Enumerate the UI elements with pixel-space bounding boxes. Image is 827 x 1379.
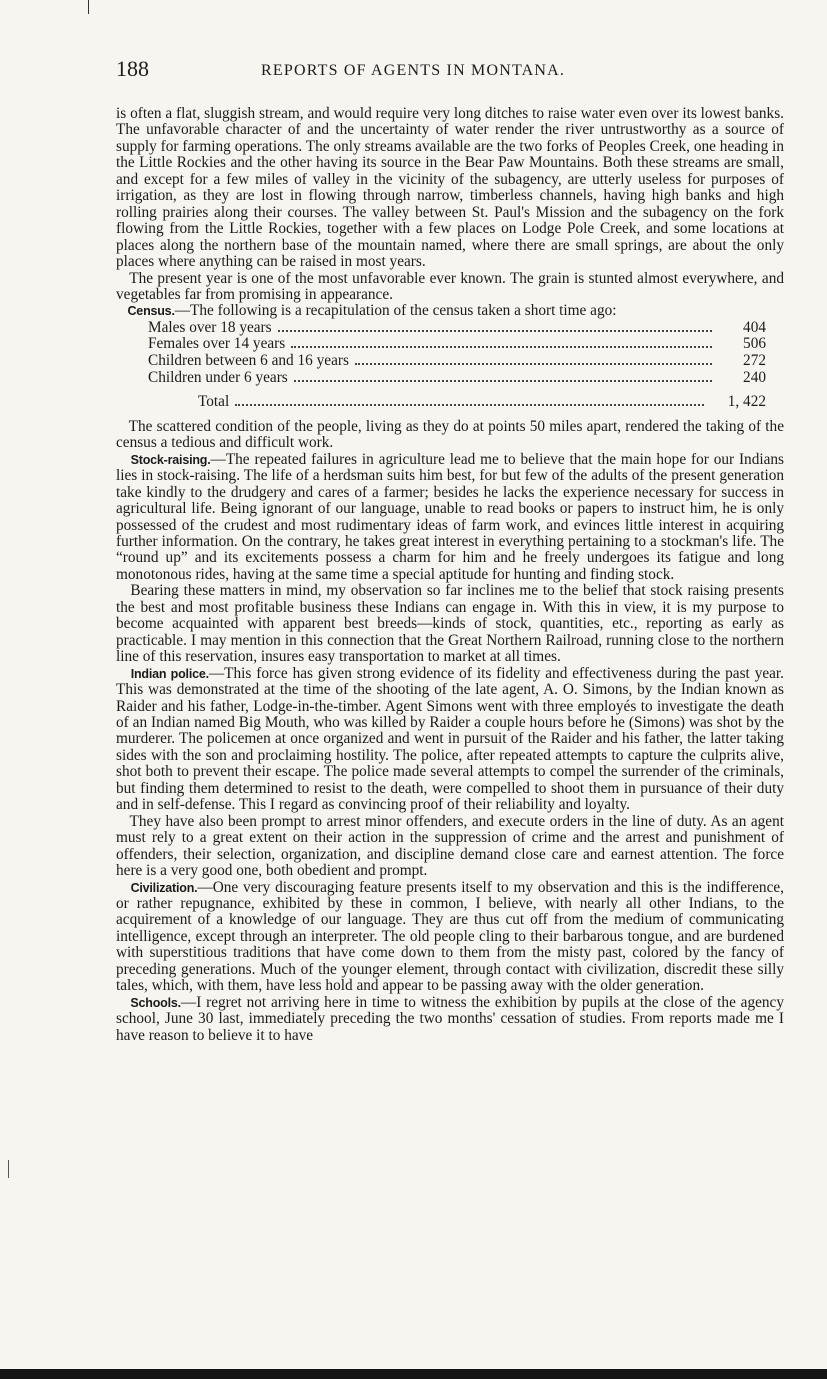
scan-margin-mark <box>8 1160 9 1178</box>
census-value: 404 <box>743 318 766 336</box>
paragraph-indian-police <box>116 666 784 814</box>
bearing-text: Bearing these matters in mind, my observation so far inclines me to the belief that stock raising presents the best and most profitable business these Indians can engage in. With this in view, it is my purpose to become acquainted with apparent best breeds—kinds of stock, quantities, etc., reporting as early as practicable. I may mention in this connection that the Great Northern Railroad, running close to the northern line of this reservation, insures easy transportation to market at all times. <box>116 582 784 666</box>
census-total-value: 1, 422 <box>727 393 766 411</box>
stock-raising-heading: Stock-raising. <box>130 452 211 467</box>
leader-dots <box>294 379 712 382</box>
indian-police-text: —This force has given strong evidence of its fidelity and effectiveness during the past year. This was demonstrated at the time of the shooting of the late agent, A. O. Simons, by the Indian known as Raider and his father, Lodge-in-the-timber. Agent Simons went with three employés to investigate the death of an Indian named Big Mouth, who was killed by Raider a couple hours before he (Simons) was shot by the murderer. The policemen at once organized and went in pursuit of the Raider and his father, the latter taking sides with the son and proclaiming hostility. The police, after repeated attempts to capture the culprits alive, shot both to prevent their escape. The police made several attempts to compel the surrender of the criminals, but finding them determined to resist to the death, were compelled to shoot them in pursuance of their duty and in self-defense. This I regard as convincing proof of their reliability and loyalty. <box>116 664 784 814</box>
census-value: 240 <box>743 368 766 386</box>
civilization-heading: Civilization. <box>130 880 198 895</box>
running-head: REPORTS OF AGENTS IN MONTANA. <box>261 62 566 79</box>
prompt-text: They have also been prompt to arrest minor offenders, and execute orders in the line of duty. As an agent must rely to a great extent on their action in the suppression of crime and the arrest and punishment of offenders, their selection, organization, and discipline demand close care and earnest attention. The force here is a very good one, both obedient and prompt. <box>116 812 784 880</box>
paragraph-irrigation: is often a flat, sluggish stream, and would require very long ditches to raise water even over its lowest banks. The unfavorable character of and the uncertainty of water render the river untrustworthy as a source of supply for farming operations. The only streams available are the two forks of Peoples Creek, one heading in the Little Rockies and the other having its source in the Bear Paw Mountains. Both these streams are small, and except for a few miles of valley in the vicinity of the subagency, are utterly useless for purposes of irrigation, as they are lost in flowing through narrow, timberless channels, having high banks and high rolling prairies along their courses. The valley between St. Paul's Mission and the subagency on the fork flowing from the Little Rockies, together with a few places on Lodge Pole Creek, and some locations at places along the northern base of the mountain named, where there are small springs, are about the only places where anything can be raised in most years. <box>116 105 784 271</box>
scan-edge-mark <box>88 0 89 14</box>
schools-heading: Schools. <box>130 995 181 1010</box>
present-year-text: The present year is one of the most unfavorable ever known. The grain is stunted almost everywhere, and vegetables far from promising in appearance. <box>116 269 784 303</box>
census-label: Females over 14 years <box>148 335 286 353</box>
scattered-text: The scattered condition of the people, living as they do at points 50 miles apart, rendered the taking of the census a tedious and difficult work. <box>116 417 784 452</box>
page-header <box>116 56 784 88</box>
leader-dots <box>355 362 712 365</box>
census-value: 506 <box>743 335 766 353</box>
census-intro-text: —The following is a recapitulation of the census taken a short time ago: <box>174 302 617 320</box>
census-row <box>148 336 766 353</box>
paragraph-stock-raising <box>116 452 784 584</box>
census-label: Males over 18 years <box>148 318 272 336</box>
census-row <box>148 320 766 337</box>
paragraph-bearing <box>116 583 784 665</box>
leader-dots <box>278 329 712 332</box>
stock-raising-text: —The repeated failures in agriculture lead me to believe that the main hope for our Indians lies in stock-raising. The life of a herdsman suits him best, for but few of the adults of the present generation take kindly to the drudgery and cares of a farmer; besides he lacks the experience necessary for success in agricultural life. Being ignorant of our language, unable to read books or papers to instruct him, he is only possessed of the crudest and most rudimentary ideas of farm work, and evinces little interest in acquiring further information. On the contrary, he takes great interest in everything pertaining to a stockman's life. The “round up” and its excitements possess a charm for him and he freely undergoes its fatigue and long monotonous rides, having at the same time a special aptitude for hunting and finding stock. <box>116 450 784 583</box>
census-heading: Census. <box>127 304 175 319</box>
page-number: 188 <box>116 56 149 81</box>
leader-dots <box>235 403 704 406</box>
census-label: Children under 6 years <box>148 368 288 386</box>
census-total-label: Total <box>198 393 230 411</box>
paragraph-census-intro <box>116 303 784 319</box>
census-row <box>148 353 766 370</box>
census-table <box>148 320 766 386</box>
paragraph-prompt <box>116 814 784 880</box>
paragraph-schools <box>116 995 784 1044</box>
leader-dots <box>291 345 712 348</box>
paragraph-civilization <box>116 880 784 995</box>
schools-text: —I regret not arriving here in time to witness the exhibition by pupils at the close of the agency school, June 30 last, immediately preceding the two months' cessation of studies. From reports made me I have reason to believe it to have <box>116 993 784 1044</box>
census-total-row <box>198 394 766 411</box>
census-value: 272 <box>743 352 766 370</box>
body-text <box>116 106 784 1044</box>
paragraph-scattered <box>116 419 784 452</box>
census-row <box>148 370 766 387</box>
civilization-text: —One very discouraging feature presents itself to my observation and this is the indifference, or rather repugnance, exhibited by these in common, I believe, with nearly all other Indians, to the acquirement of a knowledge of our language. They are thus cut off from the medium of communicating intelligence, except through an interpreter. The old people cling to their barbarous tongue, and are burdened with superstitious traditions that have come down to them from the misty past, colored by the fancy of preceding generations. Much of the younger element, through contact with civilization, discredit these silly tales, which, with them, have less hold and appear to be passing away with the older generation. <box>116 878 784 995</box>
scan-bottom-edge <box>0 1369 827 1379</box>
indian-police-heading: Indian police. <box>130 666 209 681</box>
census-label: Children between 6 and 16 years <box>148 352 349 370</box>
paragraph-present-year <box>116 271 784 304</box>
